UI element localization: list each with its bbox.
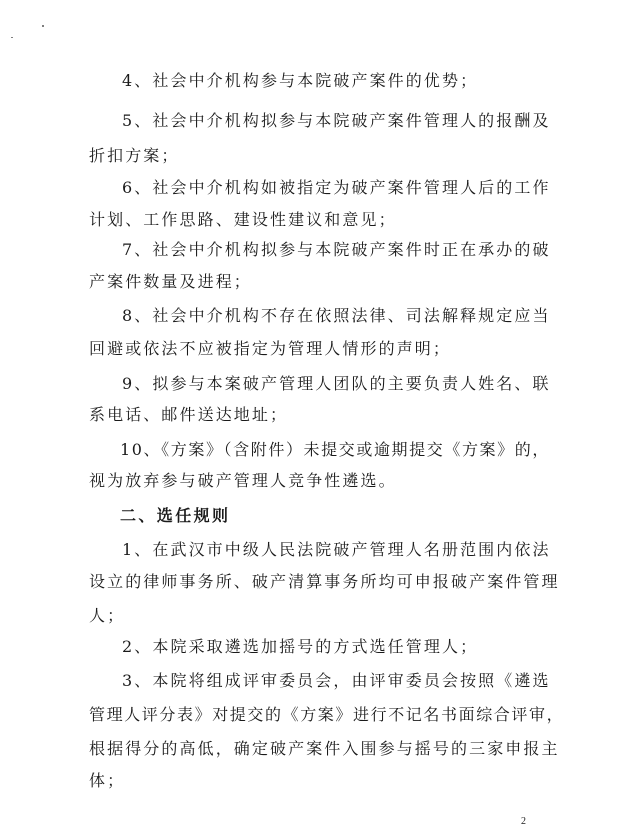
rule-3-line-1: 3、本院将组成评审委员会，由评审委员会按照《遴选 (122, 671, 551, 690)
item-6-line-2: 计划、工作思路、建设性建议和意见； (89, 210, 397, 229)
rule-2-line-1: 2、本院采取遴选加摇号的方式选任管理人； (122, 637, 479, 656)
rule-1-line-2: 设立的律师事务所、破产清算事务所均可申报破产案件管理 (89, 572, 560, 591)
item-8-line-2: 回避或依法不应被指定为管理人情形的声明； (89, 339, 452, 358)
page-number: 2 (521, 816, 526, 827)
rule-3-line-4: 体； (89, 771, 126, 790)
item-6-line-1: 6、社会中介机构如被指定为破产案件管理人后的工作 (122, 178, 551, 197)
item-7-line-1: 7、社会中介机构拟参与本院破产案件时正在承办的破 (122, 240, 551, 259)
item-9-line-2: 系电话、邮件送达地址； (89, 405, 289, 424)
scan-speck (42, 25, 44, 27)
scan-speck (11, 37, 13, 38)
item-5-line-2: 折扣方案； (89, 146, 180, 165)
rule-1-line-3: 人； (89, 606, 126, 625)
section-heading: 二、选任规则 (120, 506, 231, 525)
item-8-line-1: 8、社会中介机构不存在依照法律、司法解释规定应当 (122, 306, 551, 325)
item-10-line-2: 视为放弃参与破产管理人竞争性遴选。 (89, 471, 397, 490)
item-10-line-1: 10、《方案》（含附件）未提交或逾期提交《方案》的， (120, 440, 550, 459)
item-7-line-2: 产案件数量及进程； (89, 272, 252, 291)
item-9-line-1: 9、拟参与本案破产管理人团队的主要负责人姓名、联 (122, 374, 551, 393)
rule-1-line-1: 1、在武汉市中级人民法院破产管理人名册范围内依法 (122, 540, 551, 559)
rule-3-line-3: 根据得分的高低，确定破产案件入围参与摇号的三家申报主 (89, 739, 560, 758)
item-4-line-1: 4、社会中介机构参与本院破产案件的优势； (122, 71, 479, 90)
item-5-line-1: 5、社会中介机构拟参与本院破产案件管理人的报酬及 (122, 111, 551, 130)
rule-3-line-2: 管理人评分表》对提交的《方案》进行不记名书面综合评审， (89, 705, 565, 724)
